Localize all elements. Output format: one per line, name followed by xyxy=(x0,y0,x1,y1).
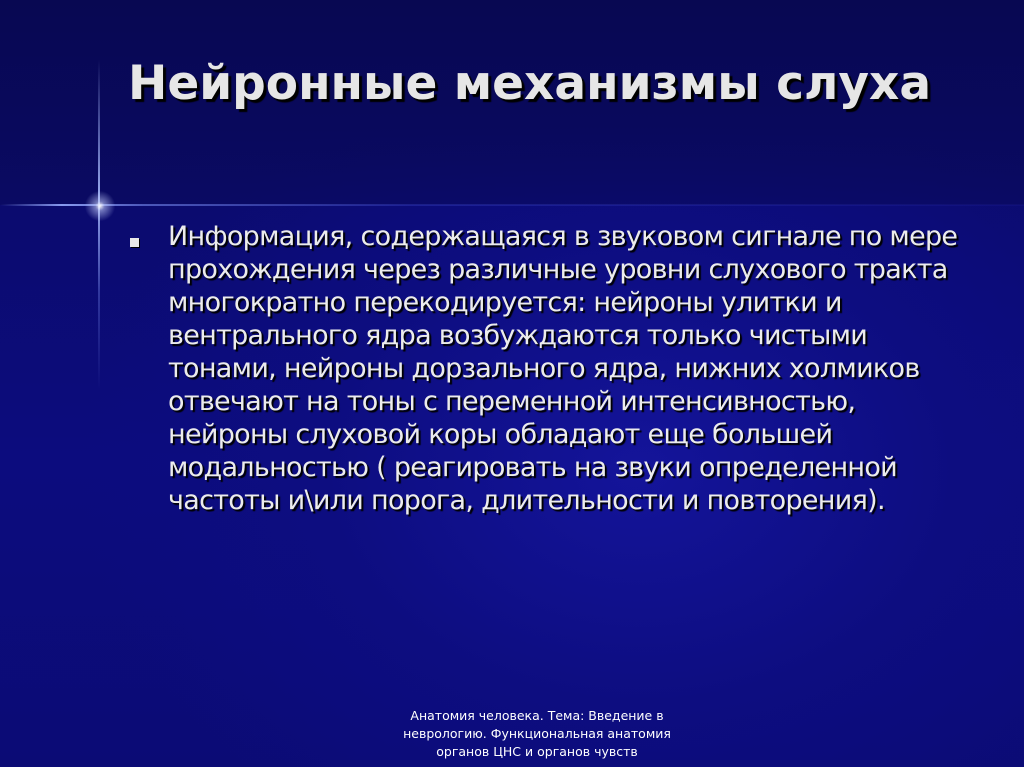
vertical-accent-line xyxy=(98,60,100,390)
bullet-item xyxy=(130,220,980,517)
bullet-text: Информация, содержащаяся в звуковом сигнале по мере прохождения через различные уровни слухового тракта многократно перекодируется: нейроны улитки и вентрального ядра возбуждаются только чистыми тонами, нейроны дорзального ядра, нижних холмиков отвечают на тоны с переменной интенсивностью, нейроны слуховой коры обладают еще большей модальностью ( реагировать на звуки определенной частоты и\или порога, длительности и повторения). xyxy=(168,221,958,516)
horizontal-divider xyxy=(0,204,1024,206)
square-bullet-icon xyxy=(130,238,139,247)
slide-title: Нейронные механизмы слуха xyxy=(128,56,932,111)
slide-body xyxy=(130,220,980,517)
slide-footer: Анатомия человека. Тема: Введение в неврологию. Функциональная анатомия органов ЦНС и органов чувств xyxy=(403,708,671,759)
sparkle-decoration xyxy=(82,188,118,224)
